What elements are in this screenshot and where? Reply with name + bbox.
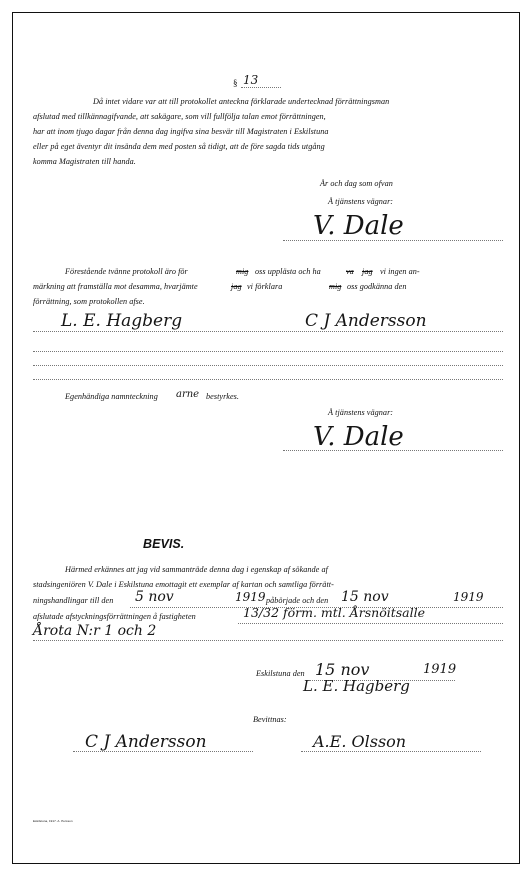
bevis-date2: 15 nov bbox=[341, 589, 389, 605]
para2-line2-b: vi förklara bbox=[247, 282, 283, 291]
section-underline bbox=[241, 87, 281, 88]
printer-mark: Eskilstuna, 1917. A. Persson bbox=[33, 819, 73, 823]
signature-dale-1: V. Dale bbox=[313, 211, 404, 241]
section-mark: § bbox=[233, 78, 238, 88]
place-date-label: Eskilstuna den bbox=[256, 669, 305, 678]
signature-dale-2: V. Dale bbox=[313, 422, 404, 452]
para1-line5: komma Magistraten till handa. bbox=[33, 157, 136, 166]
blank-line-3 bbox=[33, 379, 503, 380]
para1-line4: eller på eget äventyr dit insända dem med posten så tidigt, att de före sagda tids utgång bbox=[33, 142, 325, 151]
bevis-year1: 1919 bbox=[235, 590, 266, 604]
bevis-line5-underline bbox=[33, 640, 503, 641]
bevis-property-2: Årota N:r 1 och 2 bbox=[33, 623, 157, 639]
office-label-1: Å tjänstens vägnar: bbox=[328, 197, 394, 206]
witness-line-1 bbox=[73, 751, 253, 752]
bevis-heading: BEVIS. bbox=[143, 537, 185, 551]
bevis-line2: stadsingeniören V. Dale i Eskilstuna emottagit ett exemplar af kartan och samtliga förrätt- bbox=[33, 580, 334, 589]
para2-line1-b: oss upplästa och ha bbox=[255, 267, 321, 276]
bevis-line4-underline bbox=[238, 623, 503, 624]
office-label-2: Å tjänstens vägnar: bbox=[328, 408, 394, 417]
date-line: År och dag som ofvan bbox=[320, 179, 393, 188]
witnesses-label: Bevittnas: bbox=[253, 715, 287, 724]
bevis-line1: Härmed erkännes att jag vid sammanträde denna dag i egenskap af sökande af bbox=[65, 565, 328, 574]
para1-line2: afslutad med tillkännagifvande, att sakägare, som vill fullfölja talan emot förrättningen, bbox=[33, 112, 326, 121]
place-date-hw: 15 nov bbox=[315, 660, 370, 679]
bevis-line3-a: ningshandlingar till den bbox=[33, 596, 114, 605]
signature-line-3 bbox=[283, 450, 503, 451]
signature-andersson-1: C J Andersson bbox=[305, 311, 427, 331]
para2-line2-struck-jag: jag bbox=[231, 282, 242, 291]
bevis-line4-a: afslutade afstyckningsförrättningen å fastigheten bbox=[33, 612, 196, 621]
certification-text-2: bestyrkes. bbox=[206, 392, 240, 401]
para2-line1-struck-jag: jag bbox=[362, 267, 373, 276]
para2-line2-a: märkning att framställa mot desamma, hvarjämte bbox=[33, 282, 198, 291]
blank-line-1 bbox=[33, 351, 503, 352]
bevis-date1: 5 nov bbox=[135, 589, 174, 605]
para2-line2-c: oss godkänna den bbox=[347, 282, 407, 291]
para1-line3: har att inom tjugo dagar från denna dag ingifva sina besvär till Magistraten i Eskilstuna bbox=[33, 127, 329, 136]
bevis-line3-b: påbörjade och den bbox=[266, 596, 329, 605]
signature-hagberg-1: L. E. Hagberg bbox=[61, 311, 183, 331]
witness-line-2 bbox=[301, 751, 481, 752]
bevis-year2: 1919 bbox=[453, 590, 484, 604]
para2-line3: förrättning, som protokollen afse. bbox=[33, 297, 145, 306]
blank-line-2 bbox=[33, 365, 503, 366]
para2-line1-a: Förestående tvänne protokoll äro för bbox=[65, 267, 188, 276]
para2-line1-struck-mig: mig bbox=[236, 267, 249, 276]
bevis-property-1: 13/32 förm. mtl. Årsnöitsalle bbox=[243, 605, 426, 620]
section-number: 13 bbox=[243, 73, 259, 87]
place-year-hw: 1919 bbox=[423, 662, 457, 677]
witness-signature-2: A.E. Olsson bbox=[313, 732, 407, 751]
document-page bbox=[12, 12, 520, 864]
witness-signature-1: C J Andersson bbox=[85, 732, 207, 752]
certification-suffix: arne bbox=[176, 389, 200, 400]
para1-line1: Då intet vidare var att till protokollet anteckna förklarade undertecknad förrättningsman bbox=[93, 97, 390, 106]
signature-hagberg-2: L. E. Hagberg bbox=[303, 677, 410, 695]
signature-line-1 bbox=[283, 240, 503, 241]
para2-line2-struck-mig: mig bbox=[329, 282, 342, 291]
certification-text: Egenhändiga namnteckning bbox=[65, 392, 158, 401]
para2-line1-struck-va: va bbox=[346, 267, 354, 276]
para2-line1-c: vi ingen an- bbox=[380, 267, 420, 276]
signature-line-2 bbox=[33, 331, 503, 332]
